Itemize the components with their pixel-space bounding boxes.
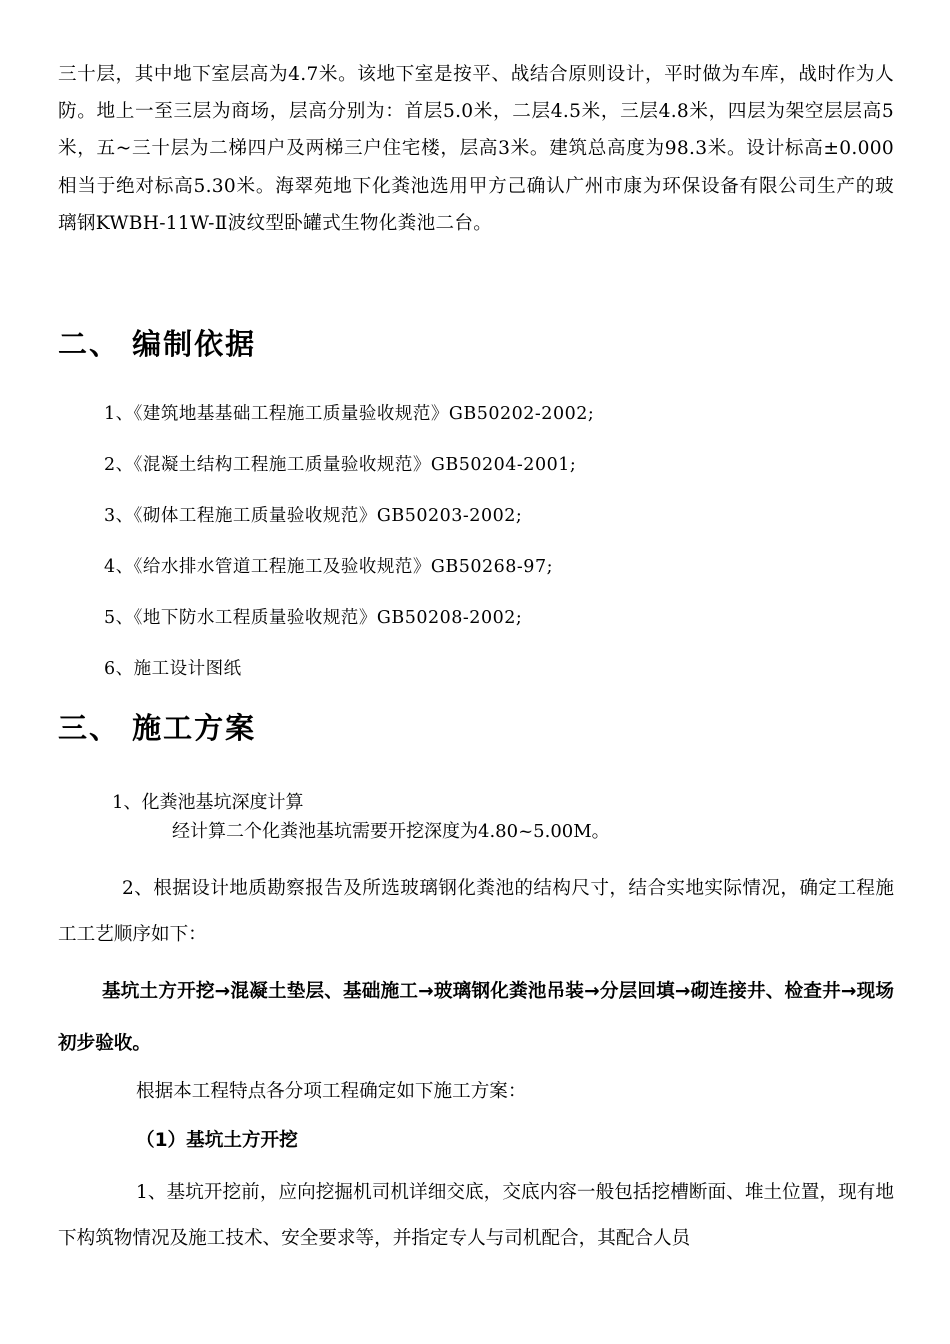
section-heading-plan: 三、 施工方案 bbox=[58, 711, 257, 745]
section-heading-basis: 二、 编制依据 bbox=[58, 327, 257, 361]
plan-intro: 根据本工程特点各分项工程确定如下施工方案： bbox=[136, 1081, 527, 1102]
list-item: 6、施工设计图纸 bbox=[104, 659, 242, 679]
depth-calc-body: 经计算二个化粪池基坑需要开挖深度为4.80~5.00M。 bbox=[172, 821, 610, 842]
list-item: 5、《地下防水工程质量验收规范》GB50208-2002; bbox=[104, 608, 523, 628]
list-item: 3、《砌体工程施工质量验收规范》GB50203-2002; bbox=[104, 506, 523, 526]
list-item: 2、《混凝土结构工程施工质量验收规范》GB50204-2001; bbox=[104, 455, 577, 475]
basis-list bbox=[104, 398, 594, 704]
depth-calc-title: 1、化粪池基坑深度计算 bbox=[112, 792, 304, 813]
excavation-paragraph: 1、基坑开挖前，应向挖掘机司机详细交底，交底内容一般包括挖槽断面、堆土位置，现有地下构筑物情况及施工技术、安全要求等，并指定专人与司机配合，其配合人员 bbox=[58, 1182, 894, 1249]
list-item: 1、《建筑地基基础工程施工质量验收规范》GB50202-2002; bbox=[104, 404, 595, 424]
process-intro-paragraph: 2、根据设计地质勘察报告及所选玻璃钢化粪池的结构尺寸，结合实地实际情况，确定工程施工工艺顺序如下： bbox=[58, 878, 894, 945]
intro-paragraph: 三十层，其中地下室层高为4.7米。该地下室是按平、战结合原则设计，平时做为车库，战时作为人防。地上一至三层为商场，层高分别为：首层5.0米，二层4.5米，三层4.8米，四层为架空层层高5米，五~三十层为二梯四户及两梯三户住宅楼，层高3米。建筑总高度为98.3米。设计标高±0.000相当于绝对标高5.30米。海翠苑地下化粪池选用甲方己确认广州市康为环保设备有限公司生产的玻璃钢KWBH-11W-Ⅱ波纹型卧罐式生物化粪池二台。 bbox=[58, 64, 894, 234]
subsection-title-excavation: （1）基坑土方开挖 bbox=[136, 1130, 298, 1151]
list-item: 4、《给水排水管道工程施工及验收规范》GB50268-97; bbox=[104, 557, 553, 577]
process-sequence: 基坑土方开挖→混凝土垫层、基础施工→玻璃钢化粪池吊装→分层回填→砌连接井、检查井→现场初步验收。 bbox=[58, 981, 894, 1054]
